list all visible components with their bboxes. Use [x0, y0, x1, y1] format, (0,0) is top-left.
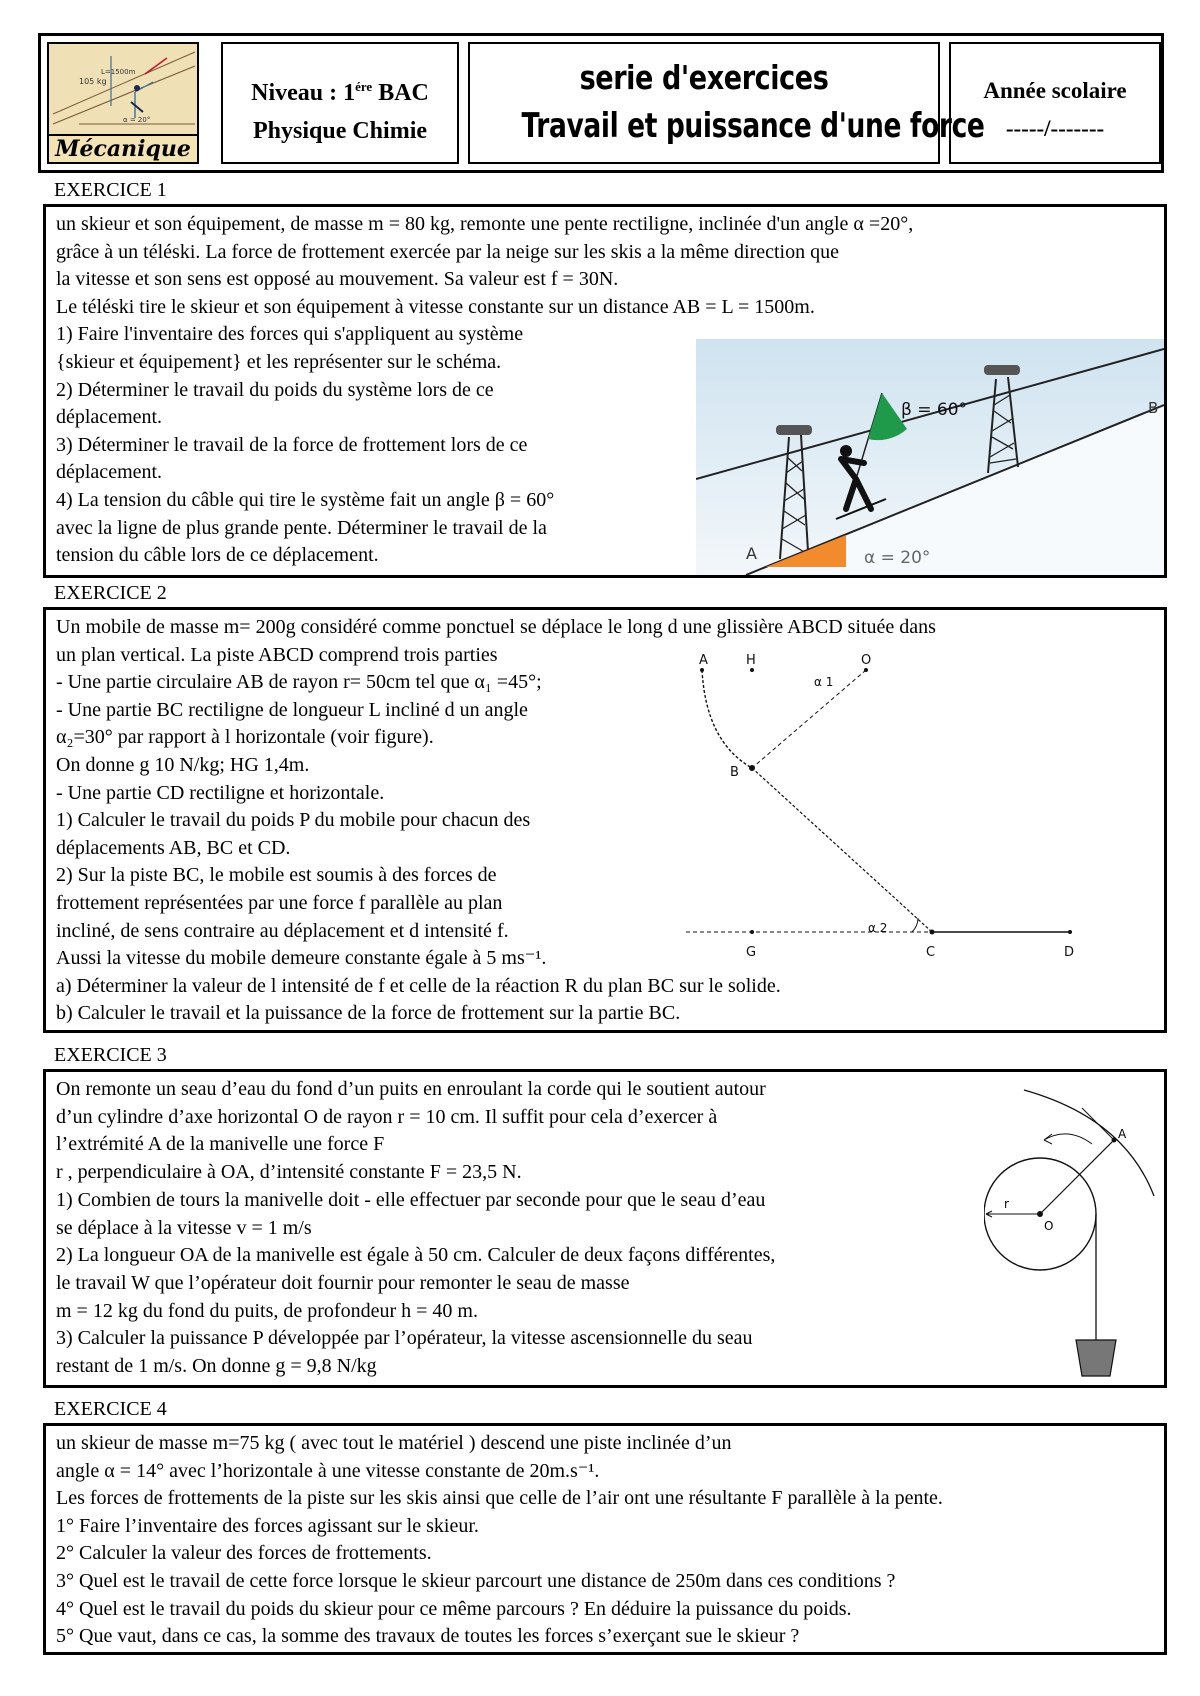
exercise-2-line: Aussi la vitesse du mobile demeure constante égale à 5 ms⁻¹. [56, 947, 547, 970]
page-title-line-2: Travail et puissance d'une force [521, 106, 985, 146]
logo-skier-illustration [49, 44, 197, 136]
exercise-1-line: la vitesse et son sens est opposé au mouvement. Sa valeur est f = 30N. [56, 268, 619, 291]
point-b-label: B [1148, 399, 1159, 417]
school-year-value: -----/------- [1005, 116, 1105, 141]
exercise-2-line: 1) Calculer le travail du poids P du mobile pour chacun des [56, 809, 531, 832]
track-abcd-figure [686, 650, 1156, 970]
well-crank-figure [984, 1078, 1164, 1384]
level-superscript: ére [355, 79, 373, 94]
exercise-4-box [43, 1423, 1167, 1655]
exercise-2-line: déplacements AB, BC et CD. [56, 836, 291, 859]
exercise-3-line: l’extrémité A de la manivelle une force F [56, 1133, 385, 1156]
exercise-4-line: 3° Quel est le travail de cette force lorsque le skieur parcourt une distance de 250m dans ces conditions ? [56, 1569, 896, 1592]
exercise-1-line: 2) Déterminer le travail du poids du système lors de ce [56, 378, 494, 401]
logo-angle-label: α = 20° [123, 116, 151, 124]
exercise-1-line: 1) Faire l'inventaire des forces qui s'appliquent au système [56, 323, 524, 346]
track-label-g: G [746, 945, 757, 960]
exercise-1-box [43, 204, 1167, 578]
ski-lift-figure [696, 339, 1164, 575]
exercise-1-line: grâce à un téléski. La force de frottement exercée par la neige sur les skis a la même direction que [56, 240, 839, 263]
logo-title: Mécanique [49, 134, 197, 162]
exercise-2-line: b) Calculer le travail et la puissance de la force de frottement sur la partie BC. [56, 1002, 681, 1025]
exercise-3-line: 2) La longueur OA de la manivelle est égale à 50 cm. Calculer de deux façons différentes, [56, 1244, 776, 1267]
point-a-crank-label: A [1118, 1127, 1127, 1141]
exercise-4-line: 4° Quel est le travail du poids du skieur pour ce même parcours ? En déduire la puissance du poids. [56, 1597, 852, 1620]
mecanique-logo [47, 42, 199, 164]
exercise-2-line: un plan vertical. La piste ABCD comprend trois parties [56, 643, 498, 666]
exercise-3-line: se déplace à la vitesse v = 1 m/s [56, 1216, 312, 1239]
header [38, 33, 1164, 173]
school-year-label: Année scolaire [983, 78, 1127, 103]
page-title-line-1: serie d'exercices [579, 58, 829, 97]
exercise-2-line: - Une partie CD rectiligne et horizontale. [56, 781, 385, 804]
exercise-1-line: 3) Déterminer le travail de la force de frottement lors de ce [56, 433, 528, 456]
exercise-3-line: On remonte un seau d’eau du fond d’un puits en enroulant la corde qui le soutient autour [56, 1078, 766, 1100]
exercise-3-label: EXERCICE 3 [54, 1044, 167, 1066]
exercise-3-line: d’un cylindre d’axe horizontal O de rayon r = 10 cm. Il suffit pour cela d’exercer à [56, 1105, 718, 1128]
exercise-2-label: EXERCICE 2 [54, 582, 167, 604]
exercise-4-text [56, 1430, 943, 1651]
exercise-3-line: le travail W que l’opérateur doit fournir pour remonter le seau de masse [56, 1271, 630, 1294]
exercise-2-line: - Une partie circulaire AB de rayon r= 50cm tel que α₁ =45°; [56, 671, 542, 694]
level-line [223, 68, 457, 112]
track-label-h: H [746, 653, 756, 668]
exercise-3-line: 1) Combien de tours la manivelle doit - elle effectuer par seconde pour que le seau d’eau [56, 1188, 766, 1211]
exercise-2-line: On donne g 10 N/kg; HG 1,4m. [56, 753, 310, 776]
beta-angle-label: β = 60° [901, 400, 968, 420]
exercise-1-line: {skieur et équipement} et les représenter sur le schéma. [56, 350, 502, 373]
exercise-2-line: Un mobile de masse m= 200g considéré comme ponctuel se déplace le long d une glissière ABCD située dans [56, 616, 936, 638]
exercise-3-box [43, 1069, 1167, 1388]
alpha1-label: α 1 [814, 675, 834, 689]
logo-mass-label: 105 kg [79, 77, 107, 86]
alpha-angle-label: α = 20° [864, 548, 931, 568]
exercise-1-line: 4) La tension du câble qui tire le système fait un angle β = 60° [56, 488, 555, 511]
exercise-1-line: Le téléski tire le skieur et son équipement à vitesse constante sur un distance AB = L = 1500m. [56, 295, 815, 318]
exercise-3-line: r , perpendiculaire à OA, d’intensité constante F = 23,5 N. [56, 1161, 522, 1184]
exercise-2-line: 2) Sur la piste BC, le mobile est soumis à des forces de [56, 864, 497, 887]
exercise-4-label: EXERCICE 4 [54, 1398, 167, 1420]
exercise-4-line: 5° Que vaut, dans ce cas, la somme des travaux de toutes les forces s’exerçant sue le skieur ? [56, 1625, 800, 1648]
exercise-2-line: incliné, de sens contraire au déplacement et d intensité f. [56, 919, 509, 942]
exercise-1-label: EXERCICE 1 [54, 179, 167, 201]
exercise-1-line: tension du câble lors de ce déplacement. [56, 544, 379, 567]
axis-o-label: O [1044, 1219, 1054, 1233]
exercise-3-line: restant de 1 m/s. On donne g = 9,8 N/kg [56, 1355, 377, 1378]
track-label-a: A [699, 653, 708, 668]
alpha2-label: α 2 [868, 921, 888, 935]
level-label: Niveau : 1 [251, 80, 356, 106]
school-year-cell [949, 42, 1161, 164]
track-label-d: D [1064, 945, 1075, 960]
subject-label: Physique Chimie [252, 118, 428, 144]
level-suffix: BAC [372, 80, 429, 106]
point-a-label: A [746, 544, 757, 563]
title-cell [468, 42, 985, 164]
exercise-2-line: frottement représentées par une force f parallèle au plan [56, 891, 503, 914]
exercise-2-line: - Une partie BC rectiligne de longueur L incliné d un angle [56, 698, 528, 721]
exercise-3-text [56, 1076, 775, 1381]
exercise-2-line: α₂=30° par rapport à l horizontale (voir figure). [56, 726, 434, 749]
exercise-4-line: 2° Calculer la valeur des forces de frottements. [56, 1542, 432, 1565]
exercise-2-line: a) Déterminer la valeur de l intensité de f et celle de la réaction R du plan BC sur le solide. [56, 974, 781, 997]
track-label-b: B [730, 765, 739, 780]
track-label-c: C [926, 945, 936, 960]
level-cell [221, 42, 459, 164]
exercise-1-line: déplacement. [56, 406, 163, 429]
exercise-4-line: angle α = 14° avec l’horizontale à une vitesse constante de 20m.s⁻¹. [56, 1459, 600, 1482]
logo-cable-label: L=1500m [101, 68, 136, 76]
radius-label: r [1004, 1197, 1009, 1211]
exercise-3-line: 3) Calculer la puissance P développée par l’opérateur, la vitesse ascensionnelle du seau [56, 1327, 753, 1350]
exercise-4-line: 1° Faire l’inventaire des forces agissant sur le skieur. [56, 1514, 479, 1537]
exercise-2-box [43, 607, 1167, 1033]
exercise-1-line: un skieur et son équipement, de masse m = 80 kg, remonte une pente rectiligne, inclinée d'un angle α =20°, [56, 213, 914, 235]
exercise-4-line: Les forces de frottements de la piste sur les skis ainsi que celle de l’air ont une résultante F parallèle à la pente. [56, 1487, 943, 1510]
exercise-1-line: déplacement. [56, 461, 163, 484]
exercise-4-line: un skieur de masse m=75 kg ( avec tout le matériel ) descend une piste inclinée d’un [56, 1432, 732, 1454]
exercise-1-line: avec la ligne de plus grande pente. Déterminer le travail de la [56, 516, 547, 539]
track-label-o: O [861, 653, 872, 668]
exercise-3-line: m = 12 kg du fond du puits, de profondeur h = 40 m. [56, 1299, 478, 1322]
